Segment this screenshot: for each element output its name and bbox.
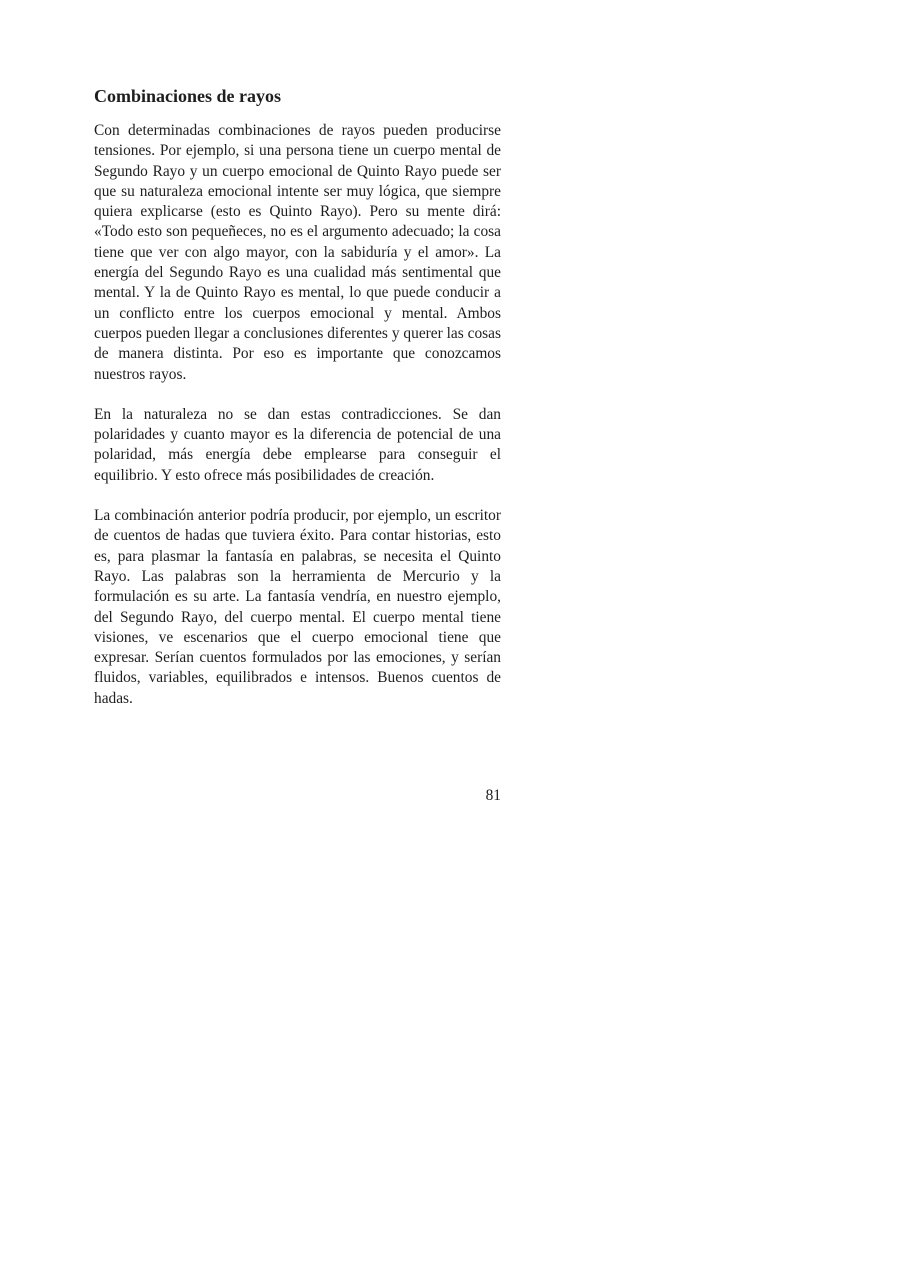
section-heading: Combinaciones de rayos [94,86,282,106]
paragraph-2: En la naturaleza no se dan estas contradicciones. Se dan polaridades y cuanto mayor es la diferencia de potencial de una polaridad, más energía debe emplearse para conseguir el equilibrio. Y esto ofrece más posibilidades de creación. [94,405,501,484]
paragraph-3: La combinación anterior podría producir, por ejemplo, un escritor de cuentos de hadas que tuviera éxito. Para contar historias, esto es, para plasmar la fantasía en palabras, se necesita el Quinto Rayo. Las palabras son la herramienta de Mercurio y la formulación es su arte. La fantasía vendría, en nuestro ejemplo, del Segundo Rayo, del cuerpo mental. El cuerpo mental tiene visiones, ve escenarios que el cuerpo emocional tiene que expresar. Serían cuentos formulados por las emociones, y serían fluidos, variables, equilibrados e intensos. Buenos cuentos de hadas. [94,507,501,707]
paragraph-1: Con determinadas combinaciones de rayos pueden producirse tensiones. Por ejemplo, si una persona tiene un cuerpo mental de Segundo Rayo y un cuerpo emocional de Quinto Rayo puede ser que su naturaleza emocional intente ser muy lógica, que siempre quiera explicarse (esto es Quinto Rayo). Pero su mente dirá: «Todo esto son pequeñeces, no es el argumento adecuado; la cosa tiene que ver con algo mayor, con la sabiduría y el amor». La energía del Segundo Rayo es una cualidad más sentimental que mental. Y la de Quinto Rayo es mental, lo que puede conducir a un conflicto entre los cuerpos emocional y mental. Ambos cuerpos pueden llegar a conclusiones diferentes y querer las cosas de manera distinta. Por eso es importante que conozcamos nuestros rayos. [94,122,501,383]
page-number: 81 [485,787,501,804]
page-body [94,84,501,729]
